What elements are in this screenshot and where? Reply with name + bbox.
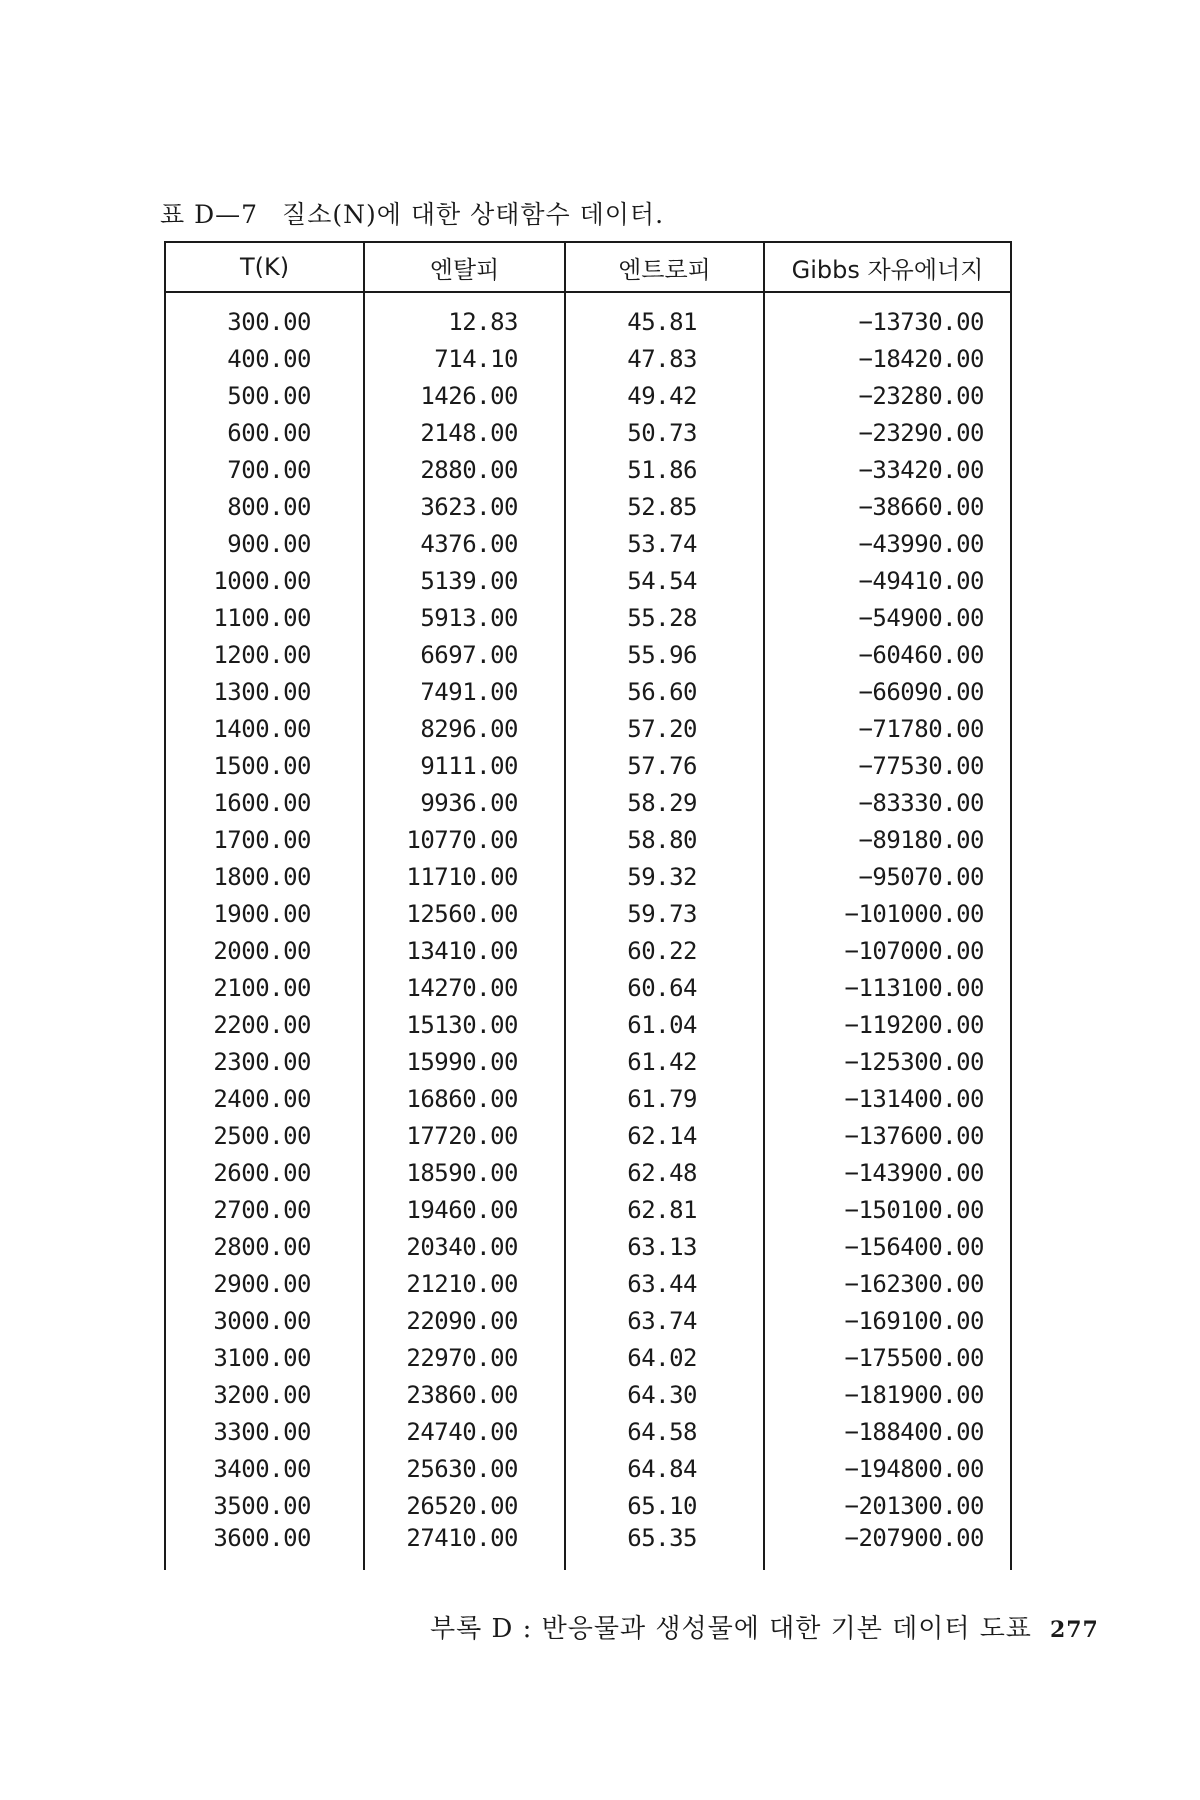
cell-gibbs: −107000.00	[764, 932, 1011, 969]
cell-temperature: 2000.00	[165, 932, 364, 969]
cell-gibbs: −169100.00	[764, 1302, 1011, 1339]
cell-temperature: 800.00	[165, 488, 364, 525]
cell-temperature: 3600.00	[165, 1524, 364, 1570]
cell-entropy: 63.74	[565, 1302, 764, 1339]
table-row	[165, 525, 1011, 562]
cell-enthalpy: 1426.00	[364, 377, 565, 414]
cell-enthalpy: 22090.00	[364, 1302, 565, 1339]
cell-gibbs: −181900.00	[764, 1376, 1011, 1413]
cell-entropy: 56.60	[565, 673, 764, 710]
cell-enthalpy: 13410.00	[364, 932, 565, 969]
cell-entropy: 64.30	[565, 1376, 764, 1413]
data-table-container	[164, 241, 1010, 1563]
cell-enthalpy: 24740.00	[364, 1413, 565, 1450]
page-footer	[430, 1608, 1099, 1645]
cell-gibbs: −137600.00	[764, 1117, 1011, 1154]
cell-entropy: 63.44	[565, 1265, 764, 1302]
table-row	[165, 340, 1011, 377]
cell-gibbs: −143900.00	[764, 1154, 1011, 1191]
cell-entropy: 61.79	[565, 1080, 764, 1117]
cell-entropy: 58.29	[565, 784, 764, 821]
cell-gibbs: −194800.00	[764, 1450, 1011, 1487]
cell-entropy: 64.02	[565, 1339, 764, 1376]
cell-temperature: 3400.00	[165, 1450, 364, 1487]
table-row	[165, 784, 1011, 821]
table-row	[165, 1080, 1011, 1117]
table-row	[165, 1376, 1011, 1413]
cell-gibbs: −156400.00	[764, 1228, 1011, 1265]
table-row	[165, 1043, 1011, 1080]
cell-temperature: 600.00	[165, 414, 364, 451]
cell-enthalpy: 6697.00	[364, 636, 565, 673]
table-row	[165, 1117, 1011, 1154]
cell-enthalpy: 20340.00	[364, 1228, 565, 1265]
table-row	[165, 895, 1011, 932]
cell-gibbs: −33420.00	[764, 451, 1011, 488]
table-row	[165, 636, 1011, 673]
table-row	[165, 562, 1011, 599]
cell-temperature: 500.00	[165, 377, 364, 414]
cell-entropy: 65.10	[565, 1487, 764, 1524]
cell-temperature: 2600.00	[165, 1154, 364, 1191]
table-row	[165, 710, 1011, 747]
cell-gibbs: −83330.00	[764, 784, 1011, 821]
cell-temperature: 2300.00	[165, 1043, 364, 1080]
cell-enthalpy: 27410.00	[364, 1524, 565, 1570]
cell-entropy: 57.76	[565, 747, 764, 784]
cell-temperature: 3000.00	[165, 1302, 364, 1339]
cell-temperature: 2700.00	[165, 1191, 364, 1228]
cell-temperature: 1000.00	[165, 562, 364, 599]
cell-enthalpy: 3623.00	[364, 488, 565, 525]
cell-gibbs: −175500.00	[764, 1339, 1011, 1376]
cell-entropy: 60.64	[565, 969, 764, 1006]
table-row	[165, 1450, 1011, 1487]
cell-enthalpy: 714.10	[364, 340, 565, 377]
cell-gibbs: −89180.00	[764, 821, 1011, 858]
cell-temperature: 2400.00	[165, 1080, 364, 1117]
cell-gibbs: −131400.00	[764, 1080, 1011, 1117]
table-row	[165, 932, 1011, 969]
cell-temperature: 300.00	[165, 292, 364, 340]
cell-gibbs: −13730.00	[764, 292, 1011, 340]
cell-gibbs: −18420.00	[764, 340, 1011, 377]
cell-temperature: 1500.00	[165, 747, 364, 784]
cell-enthalpy: 25630.00	[364, 1450, 565, 1487]
cell-entropy: 58.80	[565, 821, 764, 858]
cell-entropy: 61.04	[565, 1006, 764, 1043]
cell-temperature: 2200.00	[165, 1006, 364, 1043]
table-row	[165, 821, 1011, 858]
cell-temperature: 1200.00	[165, 636, 364, 673]
cell-gibbs: −162300.00	[764, 1265, 1011, 1302]
cell-temperature: 1400.00	[165, 710, 364, 747]
cell-enthalpy: 11710.00	[364, 858, 565, 895]
cell-enthalpy: 9936.00	[364, 784, 565, 821]
cell-gibbs: −207900.00	[764, 1524, 1011, 1570]
cell-entropy: 55.28	[565, 599, 764, 636]
cell-enthalpy: 2880.00	[364, 451, 565, 488]
cell-enthalpy: 22970.00	[364, 1339, 565, 1376]
cell-temperature: 1700.00	[165, 821, 364, 858]
table-number: 표 D—7	[160, 200, 259, 229]
cell-temperature: 3300.00	[165, 1413, 364, 1450]
cell-gibbs: −101000.00	[764, 895, 1011, 932]
cell-gibbs: −43990.00	[764, 525, 1011, 562]
cell-temperature: 2900.00	[165, 1265, 364, 1302]
cell-enthalpy: 5139.00	[364, 562, 565, 599]
cell-entropy: 53.74	[565, 525, 764, 562]
cell-temperature: 1100.00	[165, 599, 364, 636]
cell-enthalpy: 5913.00	[364, 599, 565, 636]
cell-entropy: 65.35	[565, 1524, 764, 1570]
cell-entropy: 62.48	[565, 1154, 764, 1191]
cell-enthalpy: 4376.00	[364, 525, 565, 562]
table-row	[165, 377, 1011, 414]
table-row	[165, 1228, 1011, 1265]
cell-gibbs: −54900.00	[764, 599, 1011, 636]
cell-temperature: 2500.00	[165, 1117, 364, 1154]
cell-entropy: 63.13	[565, 1228, 764, 1265]
cell-entropy: 47.83	[565, 340, 764, 377]
cell-enthalpy: 10770.00	[364, 821, 565, 858]
cell-entropy: 54.54	[565, 562, 764, 599]
table-row	[165, 1524, 1011, 1570]
cell-entropy: 55.96	[565, 636, 764, 673]
cell-gibbs: −23280.00	[764, 377, 1011, 414]
cell-gibbs: −38660.00	[764, 488, 1011, 525]
table-row	[165, 451, 1011, 488]
cell-gibbs: −119200.00	[764, 1006, 1011, 1043]
cell-gibbs: −201300.00	[764, 1487, 1011, 1524]
header-entropy: 엔트로피	[565, 242, 764, 292]
cell-enthalpy: 17720.00	[364, 1117, 565, 1154]
table-row	[165, 1302, 1011, 1339]
table-row	[165, 1339, 1011, 1376]
cell-temperature: 1900.00	[165, 895, 364, 932]
cell-entropy: 57.20	[565, 710, 764, 747]
cell-enthalpy: 15990.00	[364, 1043, 565, 1080]
table-row	[165, 673, 1011, 710]
cell-enthalpy: 9111.00	[364, 747, 565, 784]
cell-temperature: 700.00	[165, 451, 364, 488]
state-function-table	[164, 241, 1012, 1570]
cell-gibbs: −23290.00	[764, 414, 1011, 451]
table-row	[165, 599, 1011, 636]
cell-gibbs: −125300.00	[764, 1043, 1011, 1080]
cell-entropy: 64.84	[565, 1450, 764, 1487]
cell-enthalpy: 12.83	[364, 292, 565, 340]
cell-gibbs: −188400.00	[764, 1413, 1011, 1450]
table-title: 질소(N)에 대한 상태함수 데이터.	[282, 200, 665, 229]
cell-temperature: 1300.00	[165, 673, 364, 710]
table-row	[165, 747, 1011, 784]
table-row	[165, 1006, 1011, 1043]
header-temperature: T(K)	[165, 242, 364, 292]
cell-gibbs: −60460.00	[764, 636, 1011, 673]
cell-entropy: 50.73	[565, 414, 764, 451]
cell-enthalpy: 19460.00	[364, 1191, 565, 1228]
cell-entropy: 61.42	[565, 1043, 764, 1080]
cell-enthalpy: 23860.00	[364, 1376, 565, 1413]
table-row	[165, 292, 1011, 340]
cell-temperature: 3500.00	[165, 1487, 364, 1524]
cell-entropy: 62.14	[565, 1117, 764, 1154]
cell-enthalpy: 12560.00	[364, 895, 565, 932]
cell-gibbs: −113100.00	[764, 969, 1011, 1006]
cell-temperature: 400.00	[165, 340, 364, 377]
cell-temperature: 1800.00	[165, 858, 364, 895]
table-caption	[160, 195, 664, 231]
cell-enthalpy: 26520.00	[364, 1487, 565, 1524]
table-row	[165, 1191, 1011, 1228]
cell-gibbs: −150100.00	[764, 1191, 1011, 1228]
cell-gibbs: −49410.00	[764, 562, 1011, 599]
table-row	[165, 969, 1011, 1006]
cell-enthalpy: 15130.00	[364, 1006, 565, 1043]
cell-enthalpy: 16860.00	[364, 1080, 565, 1117]
table-header-row	[165, 242, 1011, 292]
cell-gibbs: −71780.00	[764, 710, 1011, 747]
table-row	[165, 1487, 1011, 1524]
cell-temperature: 3100.00	[165, 1339, 364, 1376]
cell-entropy: 60.22	[565, 932, 764, 969]
cell-temperature: 1600.00	[165, 784, 364, 821]
table-row	[165, 1154, 1011, 1191]
cell-temperature: 900.00	[165, 525, 364, 562]
cell-entropy: 59.73	[565, 895, 764, 932]
cell-entropy: 49.42	[565, 377, 764, 414]
cell-temperature: 2800.00	[165, 1228, 364, 1265]
cell-entropy: 52.85	[565, 488, 764, 525]
cell-entropy: 62.81	[565, 1191, 764, 1228]
cell-entropy: 51.86	[565, 451, 764, 488]
cell-gibbs: −95070.00	[764, 858, 1011, 895]
cell-entropy: 64.58	[565, 1413, 764, 1450]
footer-running-title: 부록 D : 반응물과 생성물에 대한 기본 데이터 도표	[430, 1614, 1032, 1644]
table-row	[165, 858, 1011, 895]
table-row	[165, 1265, 1011, 1302]
cell-enthalpy: 14270.00	[364, 969, 565, 1006]
cell-enthalpy: 8296.00	[364, 710, 565, 747]
page-number: 277	[1049, 1617, 1099, 1643]
table-row	[165, 488, 1011, 525]
table-row	[165, 414, 1011, 451]
table-body	[165, 292, 1011, 1570]
cell-gibbs: −66090.00	[764, 673, 1011, 710]
cell-enthalpy: 2148.00	[364, 414, 565, 451]
cell-temperature: 2100.00	[165, 969, 364, 1006]
cell-enthalpy: 7491.00	[364, 673, 565, 710]
header-gibbs-free-energy: Gibbs 자유에너지	[764, 242, 1011, 292]
cell-gibbs: −77530.00	[764, 747, 1011, 784]
cell-entropy: 45.81	[565, 292, 764, 340]
cell-entropy: 59.32	[565, 858, 764, 895]
cell-temperature: 3200.00	[165, 1376, 364, 1413]
cell-enthalpy: 21210.00	[364, 1265, 565, 1302]
table-row	[165, 1413, 1011, 1450]
header-enthalpy: 엔탈피	[364, 242, 565, 292]
cell-enthalpy: 18590.00	[364, 1154, 565, 1191]
